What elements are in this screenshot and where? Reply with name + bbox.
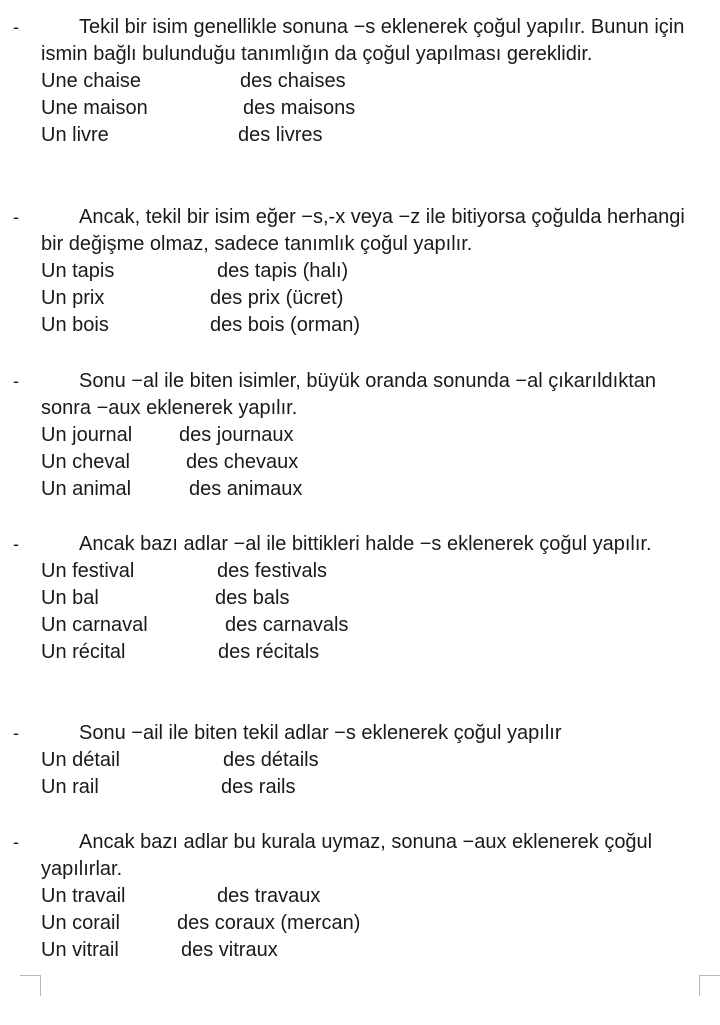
rule-text: Ancak bazı adlar −al ile bittikleri halde −s eklenerek çoğul yapılır. — [79, 533, 652, 555]
singular-noun: Un festival — [41, 560, 135, 582]
rule-section — [0, 531, 720, 666]
rule-text: Ancak bazı adlar bu kurala uymaz, sonuna −aux eklenerek çoğul yapılırlar. — [41, 831, 653, 880]
bullet-dash: - — [13, 534, 19, 554]
plural-noun: des récitals — [218, 641, 320, 663]
example-row — [41, 258, 720, 285]
singular-noun: Un corail — [41, 912, 120, 934]
example-row — [41, 910, 720, 937]
rule-section — [0, 829, 720, 964]
example-row — [41, 558, 720, 585]
bullet-dash: - — [13, 723, 19, 743]
rule-text: Sonu −ail ile biten tekil adlar −s eklenerek çoğul yapılır — [79, 722, 562, 744]
plural-noun: des journaux — [179, 424, 294, 446]
example-row — [41, 449, 720, 476]
plural-noun: des rails — [221, 776, 296, 798]
singular-noun: Une chaise — [41, 70, 142, 92]
example-row — [41, 747, 720, 774]
plural-noun: des carnavals — [225, 614, 349, 636]
example-row — [41, 937, 720, 964]
bullet-dash: - — [13, 832, 19, 852]
plural-noun: des coraux (mercan) — [177, 912, 361, 934]
example-row — [41, 585, 720, 612]
example-row — [41, 122, 720, 149]
example-row — [41, 95, 720, 122]
singular-noun: Un tapis — [41, 260, 115, 282]
example-row — [41, 312, 720, 339]
rule-section — [0, 720, 720, 801]
plural-noun: des travaux — [217, 885, 321, 907]
singular-noun: Un détail — [41, 749, 120, 771]
page-corner-mark-left — [20, 975, 41, 996]
singular-noun: Un récital — [41, 641, 126, 663]
plural-noun: des festivals — [217, 560, 328, 582]
plural-noun: des détails — [223, 749, 319, 771]
singular-noun: Un livre — [41, 124, 109, 146]
bullet-dash: - — [13, 371, 19, 391]
singular-noun: Un cheval — [41, 451, 130, 473]
example-row — [41, 68, 720, 95]
plural-noun: des prix (ücret) — [210, 287, 344, 309]
example-row — [41, 883, 720, 910]
plural-noun: des livres — [238, 124, 323, 146]
plural-noun: des bois (orman) — [210, 314, 361, 336]
singular-noun: Un travail — [41, 885, 126, 907]
example-row — [41, 612, 720, 639]
bullet-dash: - — [13, 207, 19, 227]
singular-noun: Un journal — [41, 424, 133, 446]
singular-noun: Un animal — [41, 478, 132, 500]
rule-section — [0, 14, 720, 149]
singular-noun: Un vitrail — [41, 939, 119, 961]
example-row — [41, 639, 720, 666]
example-row — [41, 422, 720, 449]
singular-noun: Un bal — [41, 587, 99, 609]
singular-noun: Un rail — [41, 776, 99, 798]
rule-text: Ancak, tekil bir isim eğer −s,-x veya −z ile bitiyorsa çoğulda herhangi bir değişme olmaz, sadece tanımlık çoğul yapılır. — [41, 206, 685, 255]
singular-noun: Un carnaval — [41, 614, 148, 636]
singular-noun: Un bois — [41, 314, 109, 336]
plural-noun: des vitraux — [181, 939, 278, 961]
plural-noun: des bals — [215, 587, 290, 609]
rule-text: Sonu −al ile biten isimler, büyük oranda sonunda −al çıkarıldıktan sonra −aux eklenerek yapılır. — [41, 370, 657, 419]
plural-noun: des maisons — [243, 97, 356, 119]
rule-text: Tekil bir isim genellikle sonuna −s eklenerek çoğul yapılır. Bunun için ismin bağlı bulunduğu tanımlığın da çoğul yapılması gereklidir. — [41, 16, 685, 65]
plural-noun: des chaises — [240, 70, 346, 92]
singular-noun: Une maison — [41, 97, 148, 119]
singular-noun: Un prix — [41, 287, 105, 309]
example-row — [41, 285, 720, 312]
example-row — [41, 774, 720, 801]
plural-noun: des chevaux — [186, 451, 299, 473]
example-row — [41, 476, 720, 503]
plural-noun: des tapis (halı) — [217, 260, 349, 282]
rule-section — [0, 204, 720, 339]
plural-noun: des animaux — [189, 478, 303, 500]
rule-section — [0, 368, 720, 503]
bullet-dash: - — [13, 17, 19, 37]
page-corner-mark-right — [699, 975, 720, 996]
